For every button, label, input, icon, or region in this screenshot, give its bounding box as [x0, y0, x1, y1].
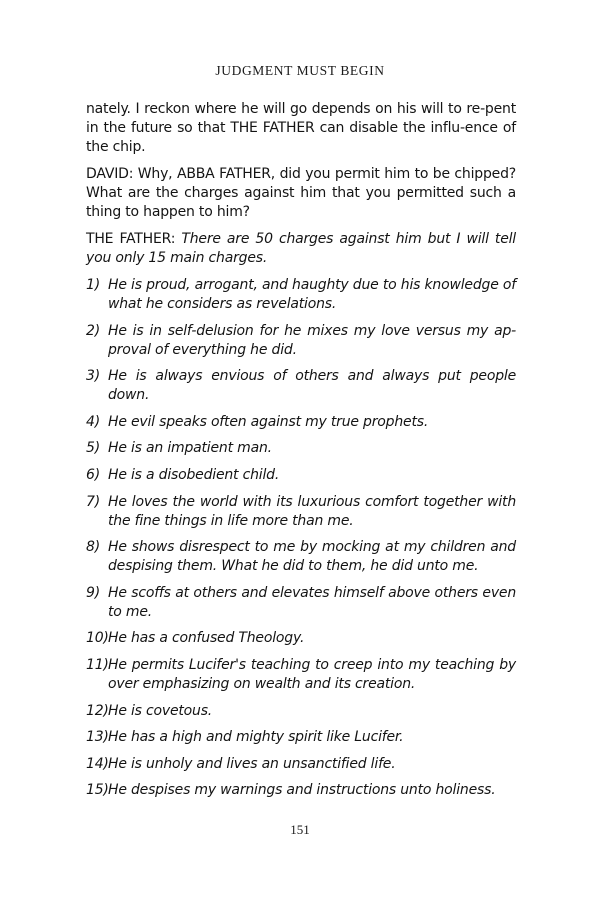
item-number: 3)	[86, 368, 100, 385]
list-item	[86, 728, 516, 747]
running-head: JUDGMENT MUST BEGIN	[215, 63, 385, 78]
item-number: 12)	[86, 702, 109, 719]
item-text: He shows disrespect to me by mocking at my children and despising them. What he did to them, he did unto me.	[108, 539, 516, 575]
item-text: He is an impatient man.	[108, 440, 272, 457]
item-number: 11)	[86, 656, 109, 673]
item-text: He is always envious of others and always put people down.	[108, 368, 516, 404]
item-text: He scoffs at others and elevates himself above others even to me.	[108, 584, 516, 620]
item-text: He despises my warnings and instructions unto holiness.	[108, 782, 496, 799]
list-item	[86, 702, 516, 721]
item-number: 10)	[86, 630, 109, 647]
item-text: He is a disobedient child.	[108, 466, 280, 483]
list-item	[86, 584, 516, 622]
item-text: He is unholy and lives an unsanctified life.	[108, 755, 396, 772]
item-text: He has a confused Theology.	[108, 630, 305, 647]
item-number: 4)	[86, 413, 100, 430]
list-item	[86, 276, 516, 314]
item-number: 8)	[86, 539, 100, 556]
list-item	[86, 538, 516, 576]
list-item	[86, 367, 516, 405]
list-item	[86, 493, 516, 531]
item-number: 5)	[86, 440, 100, 457]
speaker-label-the-father: THE FATHER:	[86, 231, 176, 247]
list-item	[86, 439, 516, 458]
list-item	[86, 413, 516, 432]
page-body	[86, 100, 516, 808]
the-father-answer: There are 50 charges against him but I will tell you only 15 main charges.	[86, 231, 516, 266]
item-number: 6)	[86, 466, 100, 483]
list-item	[86, 466, 516, 485]
item-number: 7)	[86, 493, 100, 510]
item-text: He permits Lucifer's teaching to creep into my teaching by over emphasizing on wealth and its creation.	[108, 656, 516, 692]
item-text: He is in self-delusion for he mixes my love versus my ap-proval of everything he did.	[108, 322, 516, 358]
item-number: 2)	[86, 322, 100, 339]
item-number: 15)	[86, 782, 109, 799]
item-text: He is proud, arrogant, and haughty due to his knowledge of what he considers as revelations.	[108, 277, 516, 312]
list-item	[86, 322, 516, 360]
list-item	[86, 656, 516, 694]
page-number: 151	[290, 822, 310, 837]
charges-list	[86, 276, 516, 800]
david-question: Why, ABBA FATHER, did you permit him to be chipped? What are the charges against him that you permitted such a thing to happen to him?	[86, 166, 516, 220]
list-item	[86, 781, 516, 800]
item-text: He loves the world with its luxurious comfort together with the fine things in life more than me.	[108, 493, 516, 529]
paragraph-continuation: nately. I reckon where he will go depends on his will to re-pent in the future so that THE FATHER can disable the influ-ence of the chip.	[86, 101, 516, 155]
item-text: He evil speaks often against my true prophets.	[108, 413, 429, 430]
list-item	[86, 629, 516, 648]
item-text: He is covetous.	[108, 702, 213, 719]
item-text: He has a high and mighty spirit like Lucifer.	[108, 729, 404, 746]
paragraph-the-father	[86, 230, 516, 268]
item-number: 13)	[86, 729, 109, 746]
item-number: 14)	[86, 755, 109, 772]
paragraph-david	[86, 165, 516, 222]
list-item	[86, 755, 516, 774]
item-number: 9)	[86, 584, 100, 601]
item-number: 1)	[86, 277, 100, 293]
speaker-label-david: DAVID:	[86, 166, 134, 182]
